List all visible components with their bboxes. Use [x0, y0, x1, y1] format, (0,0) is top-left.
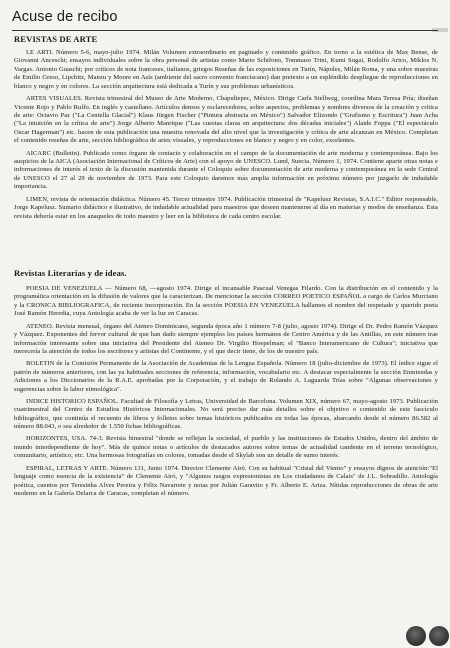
entry-artes-visuales: ARTES VISUALES. Revista trimestral del Museo de Arte Moderno, Chapultepec, México. Dirige Carla Stellweg, coordina Mara Teresa Pría; diseñan Vicente Rojo y Pablo Rulfo. En inglés y castellano. Artículos densos y esclarecedores, sobre aspectos, problemas y nombres diversos de la creación y crítica de arte: Octavio Paz ("La Centella Glacial") Klaus Jürgen Fischer ("Pintura abstracta en México") Salvador Elizondo ("Grafismo y Escritura") Juan Acha ("La intuición en la crítica de arte") Jorge Alberto Manrique ("Las cuestas claras en arquitectura: dos décadas iniciales") Alaide Foppa ("El espectáculo Oscar Hagerman") etc. hacen de esta publicación una muestra renovada del alto nivel que la investigación y crítica de arte alcanzan en México. Completan el contenido reseñas de arte, sección bibliográfica de artes visuales, y reproducciones en blanco y negro y en color, excelentes.: [14, 95, 438, 145]
entry-ateneo: ATENEO. Revista mensual, órgano del Ateneo Dominicano, segunda época año 1 número 7-8 (julio, agosto 1974). Dirige el Dr. Pedro Ramón Vázquez y Vázquez. Exponentes del fervor cultural de que han dado siempre ejemplos los países hermanos de Centro América y de las Antillas, en este número trae información interesante sobre una iniciativa del Presidente del Ateneo Dr. Virgilio Hoepelman; el "Banco Interamericano de Cultura"; iniciativa que merecería la atención de todos los escritores y artistas del Continente, y el que decir tiene, de los de nuestro país.: [14, 322, 438, 355]
section-heading-arte: REVISTAS DE ARTE: [14, 34, 98, 44]
section-heading-literarias: Revistas Literarias y de ideas.: [14, 268, 127, 278]
entry-horizontes: HORIZONTES, USA. 74-3. Revista bimestral "donde se reflejan la sociedad, el pueblo y las instituciones de Estados Unidos, dentro del ámbito de mundo interdependiente de hoy". Más de quince notas o artículos de destacados autores sobre temas de actualidad candente en el terreno tecnológico, comunitario, artístico, etc. Una hermosas fotografías en colores, tomadas desde el Skylab son un detalle de sumo interés.: [14, 435, 438, 460]
entry-espiral: ESPIRAL, LETRAS Y ARTE. Número 131, Junio 1974. Director Clemente Airó. Con su habitual "Cristal del Viento" y ensayos dignos de atención:"El lenguaje como esencia de la existencia" de Clemente Airó, y "Algunos rasgos expresionistas en Los ciudadanos de Calais" de J.L. Sobradillo. Antología poética, cuentos por Teresinha Alves Pereira y Félix Navarrete y notas por Julián Garavito y Fr. Alberto E. Ariza. Nítidas reproducciones de obras de arte moderno en la Galería Delarca de Caracas, completan el número.: [14, 464, 438, 497]
entry-indice-historico: INDICE HISTORICO ESPAÑOL. Facultad de Filosofía y Letras, Universidad de Barcelona. Volumen XIX, número 67, mayo-agosto 1973. Publicación cuatrimestral del Centro de Estudios Históricos Internacionales. No será preciso dar más detalles sobre el objetivo o contenido de este fascículo bibliográfico, que continúa el recuento de libros y folletos sobre temas históricos publicados en todas las épocas, abarcando desde el número 86.582 al número 88.043, o sea alrededor de 1.550 fichas bibliográficas.: [14, 397, 438, 431]
section-body-literarias: [14, 285, 438, 502]
page-title: Acuse de recibo: [12, 9, 118, 25]
binder-hole-left-icon: [406, 626, 426, 646]
title-rule: [12, 30, 438, 31]
entry-boletin: BOLETIN de la Comisión Permanente de la Asociación de Academias de la Lengua Española. Número 18 (julio-diciembre de 1973). El índice sigue el patrón de números anteriores, con las ya habituales secciones de referencia, información, vocabulario etc. A destacar especialmente la sección Enmiendas y Adiciones a los Diccionarios de la R.A.E. aprobadas por la Corporación, y el trabajo de Rolando A. Laguarda Trías sobre "Algunas observaciones y sugerencias sobre la labor etimológica".: [14, 360, 438, 393]
entry-limen: LIMEN, revista de orientación didáctica. Número 45. Tercer trimestre 1974. Publicación trimestral de "Kapelusz Revistas, S.A.I.C." Editor responsable, Jorge Kapelusz. Sumario didáctico e ilustrativo, de indudable actualidad para maestros que deseen mantenerse al día en materias y modos de enseñanza. Esta revista debería estar en los anaqueles de todo maestro y leer en la biblioteca de cada centro escolar.: [14, 195, 438, 220]
section-body-arte: [14, 49, 438, 225]
entry-poesia-venezuela: POESIA DE VENEZUELA — Número 68, —agosto 1974. Dirige el incansable Pascual Venegas Filardo. Con la distribución en el contenido y la programática orientación en la difusión de valores que la caracterizan. De mencionar la sección CORREO POETICO ESPAÑOL a cargo de Carlos Murciano y la CRONICA BIBLIOGRAFICA, de reciente incorporación. En la sección POESIA EN VENEZUELA hallamos el nombre del respetado y querido poeta José Ramón Heredia, cuya Antología acaba de ver la luz en Caracas.: [14, 285, 438, 318]
entry-le-arti: LE ARTI. Número 5-6, mayo-julio 1974. Milán Volumen extraordinario en paginado y contenido gráfico. En torno a la estética de Max Bense, de Giovanni Anceschi; ensayos individuales sobre la obra personal de artistas como Mario Schifono, Tommaso Trini, Kumi Sugai, Rodolfo Arico, Miklos N. Vargas. Antonio Guaschi; por críticos de nota franceses, italianos, griegos Reseñas de las exposiciones en Turín, Nápoles, Milán Roma, y una sobre muestras de Emilio Greso, Lipchitz, Manzu y Moore en Asís (ambiente del sacro convento franciscano) dan pretexto a un espléndido despliegue de reproducciones en blanco y negro y en colores. La sección arquitectura está dedicada a Turín y sus problemas urbanísticos.: [14, 49, 438, 90]
binder-hole-right-icon: [429, 626, 449, 646]
entry-aicarc: AICARC (Bulletin). Publicado como órgano de contacto y colaboración en el campo de la documentación de arte moderna y contemporánea. Bajo los auspicios de la AICA (Asociación Internacional de Críticos de Arte) con el apoyo de UNESCO. Lund, Suecia. Número 1, 1974. Contiene aparte otras notas e informaciones de interés el texto de la discusión mantenida durante el Coloquio sobre documentación de arte moderna y contemporánea en la sede Central de UNESCO el 27 al 29 de noviembre de 1973. Para este Coloquio daremos más amplia información en próximo número por juzgarlo de indudable importancia.: [14, 149, 438, 191]
